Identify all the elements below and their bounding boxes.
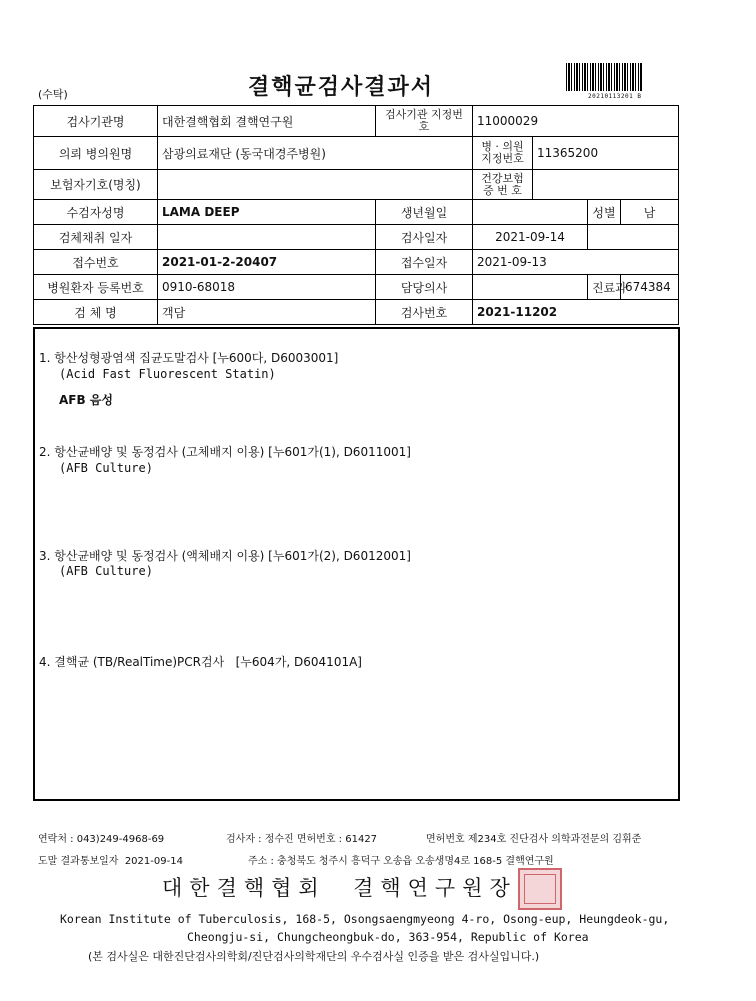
report-date: 도말 결과통보일자 2021-09-14 — [38, 856, 183, 867]
dob-label: 생년월일 — [376, 200, 473, 225]
dept-value: 674384 — [621, 275, 679, 300]
health-value — [533, 170, 679, 200]
test-4-line: 4. 결핵균 (TB/RealTime)PCR검사 [누604가, D604101A] — [39, 655, 362, 669]
hosp-no-label: 병원환자 등록번호 — [34, 275, 158, 300]
hosp-no-value: 0910-68018 — [158, 275, 376, 300]
req-no-label: 병 · 의원 지정번호 — [473, 137, 533, 170]
reg-date-value: 2021-09-13 — [473, 250, 679, 275]
collect-label: 검체채취 일자 — [34, 225, 158, 250]
test-1-result: AFB 음성 — [59, 393, 113, 407]
test-3-line: 3. 항산균배양 및 동정검사 (액체배지 이용) [누601가(2), D6012001] — [39, 549, 411, 563]
sex-value: 남 — [621, 200, 679, 225]
results-box — [33, 327, 680, 801]
dept-label: 진료과 — [588, 275, 621, 300]
req-no-value: 11365200 — [533, 137, 679, 170]
address: 주소 : 충청북도 청주시 흥덕구 오송읍 오송생명4로 168-5 결핵연구원 — [248, 856, 554, 867]
specimen-value: 객담 — [158, 300, 376, 325]
cert-note: (본 검사실은 대한진단검사의학회/진단검사의학재단의 우수검사실 인증을 받은 검사실입니다.) — [88, 950, 540, 963]
reg-no-value: 2021-01-2-20407 — [158, 250, 376, 275]
req-value: 삼광의료재단 (동국대경주병원) — [158, 137, 473, 170]
contact: 연락처 : 043)249-4968-69 — [38, 834, 165, 845]
dob-value — [473, 200, 588, 225]
test-no-label: 검사번호 — [376, 300, 473, 325]
barcode-number: 20210113201 B — [588, 93, 642, 100]
eng-address-2: Cheongju-si, Chungcheongbuk-do, 363-954, Republic of Korea — [187, 930, 589, 944]
test-no-value: 2021-11202 — [473, 300, 679, 325]
request-label: (수탁) — [38, 88, 68, 101]
test-2-sub: (AFB Culture) — [59, 461, 153, 475]
doctor-value — [473, 275, 588, 300]
test-1-line: 1. 항산성형광염색 집균도말검사 [누600다, D6003001] — [39, 351, 339, 365]
eng-address-1: Korean Institute of Tuberculosis, 168-5, Osongsaengmyeong 4-ro, Osong-eup, Heungdeok-gu, — [60, 912, 670, 926]
reg-date-label: 접수일자 — [376, 250, 473, 275]
official-seal — [518, 868, 562, 910]
patient-value: LAMA DEEP — [158, 200, 376, 225]
test-date-value: 2021-09-14 — [473, 225, 588, 250]
ins-label: 보험자기호(명칭) — [34, 170, 158, 200]
inst-no-label: 검사기관 지정번호 — [376, 106, 473, 137]
patient-label: 수검자성명 — [34, 200, 158, 225]
reg-no-label: 접수번호 — [34, 250, 158, 275]
ins-value — [158, 170, 473, 200]
inst-value: 대한결핵협회 결핵연구원 — [158, 106, 376, 137]
page-title: 결핵균검사결과서 — [248, 75, 435, 100]
sex-label: 성별 — [588, 200, 621, 225]
req-label: 의뢰 병의원명 — [34, 137, 158, 170]
test-2-line: 2. 항산균배양 및 동정검사 (고체배지 이용) [누601가(1), D6011001] — [39, 445, 411, 459]
inst-no-value: 11000029 — [473, 106, 679, 137]
license: 면허번호 제234호 진단검사 의학과전문의 김휘준 — [426, 834, 642, 845]
health-label: 건강보험 증 번 호 — [473, 170, 533, 200]
doctor-label: 담당의사 — [376, 275, 473, 300]
barcode — [566, 63, 642, 91]
specimen-label: 검 체 명 — [34, 300, 158, 325]
collect-value — [158, 225, 376, 250]
inst-label: 검사기관명 — [34, 106, 158, 137]
examiner: 검사자 : 정수진 면허번호 : 61427 — [226, 834, 378, 845]
test-date-label: 검사일자 — [376, 225, 473, 250]
test-1-sub: (Acid Fast Fluorescent Statin) — [59, 367, 276, 381]
org-name: 대한결핵협회 결핵연구원장 — [162, 876, 517, 900]
test-3-sub: (AFB Culture) — [59, 564, 153, 578]
info-table — [33, 105, 679, 325]
